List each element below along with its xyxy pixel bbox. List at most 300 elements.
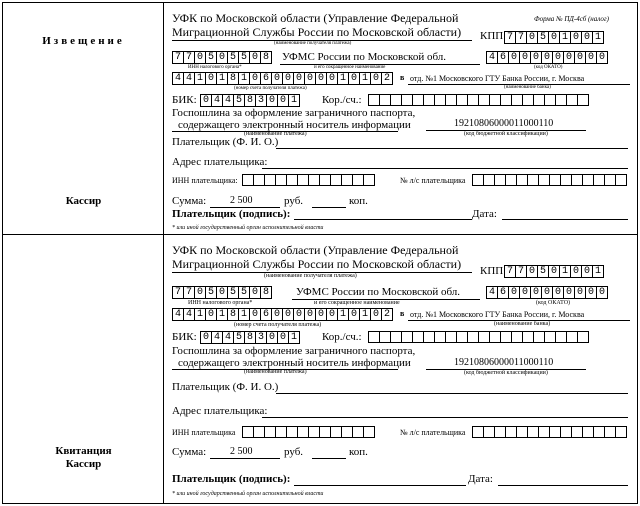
inn-cells[interactable]	[172, 51, 272, 64]
okato-cells[interactable]	[486, 286, 608, 299]
recipient-line-1: УФК по Московской области (Управление Федеральной	[172, 11, 459, 25]
digit-cell[interactable]: 0	[272, 308, 283, 321]
digit-cell[interactable]: 6	[498, 51, 509, 64]
digit-cell[interactable]: 0	[509, 51, 520, 64]
digit-cell[interactable]: 5	[206, 51, 217, 64]
digit-cell[interactable]: 6	[261, 72, 272, 85]
digit-cell[interactable]: 1	[195, 72, 206, 85]
digit-cell[interactable]: 0	[564, 286, 575, 299]
digit-cell[interactable]: 0	[250, 308, 261, 321]
empty-cell[interactable]	[320, 426, 331, 438]
recipient-line-2: Миграционной Службы России по Московской области)	[172, 25, 462, 39]
digit-cell[interactable]: 0	[305, 72, 316, 85]
empty-cell[interactable]	[369, 331, 380, 343]
digit-cell[interactable]: 0	[509, 286, 520, 299]
empty-cell[interactable]	[594, 174, 605, 186]
empty-cell[interactable]	[353, 426, 364, 438]
digit-cell[interactable]: 5	[234, 94, 245, 107]
digit-cell[interactable]: 4	[212, 94, 223, 107]
empty-cell[interactable]	[479, 331, 490, 343]
digit-cell[interactable]: 8	[261, 51, 272, 64]
empty-cell[interactable]	[545, 94, 556, 106]
empty-cell[interactable]	[567, 94, 578, 106]
payer-fio-label: Плательщик (Ф. И. О.)	[172, 381, 279, 393]
digit-cell[interactable]: 6	[261, 308, 272, 321]
empty-cell[interactable]	[572, 426, 583, 438]
empty-cell[interactable]	[506, 426, 517, 438]
digit-cell[interactable]: 5	[239, 51, 250, 64]
payer-fio-line[interactable]	[276, 393, 628, 394]
empty-cell[interactable]	[578, 331, 589, 343]
empty-cell[interactable]	[457, 94, 468, 106]
empty-cell[interactable]	[309, 426, 320, 438]
digit-cell[interactable]: 0	[206, 72, 217, 85]
payer-ls-label: № л/с плательщика	[400, 428, 466, 437]
digit-cell[interactable]: 0	[531, 51, 542, 64]
empty-cell[interactable]	[380, 331, 391, 343]
digit-cell[interactable]: 1	[195, 308, 206, 321]
digit-cell[interactable]: 0	[531, 286, 542, 299]
receipt-left-column	[3, 235, 164, 503]
empty-cell[interactable]	[369, 94, 380, 106]
digit-cell[interactable]: 4	[184, 72, 195, 85]
digit-cell[interactable]: 1	[360, 72, 371, 85]
digit-cell[interactable]: 0	[201, 331, 212, 344]
digit-cell[interactable]: 0	[582, 31, 593, 44]
digit-cell[interactable]: 0	[294, 72, 305, 85]
empty-cell[interactable]	[484, 174, 495, 186]
empty-cell[interactable]	[473, 174, 484, 186]
form-number: Форма № ПД-4сб (налог)	[534, 15, 609, 23]
empty-cell[interactable]	[309, 174, 320, 186]
tax-office-caption: и его сокращенное наименование	[314, 300, 400, 306]
digit-cell[interactable]: 0	[305, 308, 316, 321]
sum-value: 2 500	[230, 446, 253, 457]
digit-cell[interactable]: 0	[272, 72, 283, 85]
digit-cell[interactable]: 0	[267, 331, 278, 344]
digit-cell[interactable]: 0	[250, 286, 261, 299]
digit-cell[interactable]: 0	[327, 72, 338, 85]
digit-cell[interactable]: 0	[250, 72, 261, 85]
kbk-caption: (код бюджетной классификации)	[464, 131, 548, 137]
empty-cell[interactable]	[243, 174, 254, 186]
digit-cell[interactable]: 0	[316, 72, 327, 85]
digit-cell[interactable]: 0	[371, 72, 382, 85]
digit-cell[interactable]: 0	[278, 331, 289, 344]
empty-cell[interactable]	[479, 94, 490, 106]
signature-line[interactable]	[294, 219, 472, 220]
empty-cell[interactable]	[402, 94, 413, 106]
bank-caption: (наименование банка)	[504, 85, 551, 90]
digit-cell[interactable]: 7	[516, 265, 527, 278]
digit-cell[interactable]: 3	[256, 94, 267, 107]
digit-cell[interactable]: 0	[278, 94, 289, 107]
rub-label: руб.	[284, 195, 304, 207]
digit-cell[interactable]: 0	[520, 51, 531, 64]
payer-address-line[interactable]	[262, 168, 628, 169]
korsch-label: Кор./сч.:	[322, 331, 362, 343]
empty-cell[interactable]	[331, 174, 342, 186]
digit-cell[interactable]: 1	[239, 308, 250, 321]
empty-cell[interactable]	[391, 94, 402, 106]
digit-cell[interactable]: 1	[360, 308, 371, 321]
digit-cell[interactable]: 5	[239, 286, 250, 299]
digit-cell[interactable]: 4	[223, 331, 234, 344]
digit-cell[interactable]: 0	[195, 286, 206, 299]
digit-cell[interactable]: 8	[228, 308, 239, 321]
recipient-caption: (наименование получателя платежа)	[274, 41, 352, 46]
digit-cell[interactable]: 1	[593, 31, 604, 44]
empty-cell[interactable]	[342, 426, 353, 438]
empty-cell[interactable]	[468, 94, 479, 106]
empty-cell[interactable]	[605, 174, 616, 186]
inn-caption: ИНН налогового органа*	[188, 300, 253, 306]
digit-cell[interactable]: 0	[597, 286, 608, 299]
empty-cell[interactable]	[567, 331, 578, 343]
purpose-line-2: содержащего электронный носитель информации	[178, 119, 411, 131]
digit-cell[interactable]: 0	[267, 94, 278, 107]
empty-cell[interactable]	[413, 331, 424, 343]
digit-cell[interactable]: 0	[553, 51, 564, 64]
bik-cells[interactable]	[200, 331, 300, 344]
korsch-label: Кор./сч.:	[322, 94, 362, 106]
digit-cell[interactable]: 0	[582, 265, 593, 278]
digit-cell[interactable]: 0	[371, 308, 382, 321]
purpose-caption: (наименование платежа)	[244, 131, 307, 137]
empty-cell[interactable]	[402, 331, 413, 343]
empty-cell[interactable]	[616, 426, 627, 438]
digit-cell[interactable]: 8	[228, 72, 239, 85]
digit-cell[interactable]: 0	[206, 308, 217, 321]
payer-ls-cells[interactable]	[472, 174, 627, 186]
empty-cell[interactable]	[287, 426, 298, 438]
empty-cell[interactable]	[523, 94, 534, 106]
digit-cell[interactable]: 0	[217, 286, 228, 299]
digit-cell[interactable]: 0	[542, 51, 553, 64]
kpp-cells[interactable]	[504, 31, 604, 44]
empty-cell[interactable]	[517, 174, 528, 186]
payer-ls-cells[interactable]	[472, 426, 627, 438]
digit-cell[interactable]: 0	[349, 72, 360, 85]
inn-cells[interactable]	[172, 286, 272, 299]
digit-cell[interactable]: 5	[228, 51, 239, 64]
empty-cell[interactable]	[243, 426, 254, 438]
digit-cell[interactable]: 0	[586, 286, 597, 299]
notice-section	[3, 3, 637, 235]
empty-cell[interactable]	[539, 174, 550, 186]
purpose-line-1: Госпошлина за оформление заграничного паспорта,	[172, 345, 416, 357]
digit-cell[interactable]: 0	[349, 308, 360, 321]
sum-underline[interactable]	[210, 458, 280, 459]
date-line[interactable]	[502, 219, 628, 220]
empty-cell[interactable]	[287, 174, 298, 186]
notice-left-column	[3, 3, 164, 234]
digit-cell[interactable]: 1	[593, 265, 604, 278]
sum-value: 2 500	[230, 195, 253, 206]
digit-cell[interactable]: 0	[597, 51, 608, 64]
empty-cell[interactable]	[556, 94, 567, 106]
okato-caption: (код ОКАТО)	[534, 65, 563, 70]
kbk-value: 19210806000011000110	[454, 118, 554, 129]
rub-label: руб.	[284, 446, 304, 458]
bank-name: отд. №1 Московского ГТУ Банка России, г. Москва	[410, 74, 585, 83]
digit-cell[interactable]: 4	[487, 51, 498, 64]
korsch-cells[interactable]	[368, 331, 589, 343]
payer-inn-cells[interactable]	[242, 174, 375, 186]
purpose-line-1: Госпошлина за оформление заграничного паспорта,	[172, 107, 416, 119]
empty-cell[interactable]	[616, 174, 627, 186]
digit-cell[interactable]: 4	[173, 72, 184, 85]
digit-cell[interactable]: 4	[223, 94, 234, 107]
notice-cashier-label: Кассир	[65, 195, 102, 207]
empty-cell[interactable]	[353, 174, 364, 186]
empty-cell[interactable]	[572, 174, 583, 186]
empty-cell[interactable]	[342, 174, 353, 186]
digit-cell[interactable]: 1	[560, 31, 571, 44]
empty-cell[interactable]	[298, 174, 309, 186]
empty-cell[interactable]	[424, 94, 435, 106]
kbk-value: 19210806000011000110	[454, 357, 554, 368]
kpp-label: КПП	[480, 30, 504, 42]
empty-cell[interactable]	[490, 331, 501, 343]
digit-cell[interactable]: 0	[327, 308, 338, 321]
recipient-line-2: Миграционной Службы России по Московской области)	[172, 257, 462, 271]
digit-cell[interactable]: 0	[553, 286, 564, 299]
digit-cell[interactable]: 0	[571, 31, 582, 44]
digit-cell[interactable]: 6	[498, 286, 509, 299]
digit-cell[interactable]: 0	[520, 286, 531, 299]
digit-cell[interactable]: 3	[256, 331, 267, 344]
empty-cell[interactable]	[501, 94, 512, 106]
kpp-cells[interactable]	[504, 265, 604, 278]
digit-cell[interactable]: 7	[505, 265, 516, 278]
kop-label: коп.	[349, 446, 368, 458]
digit-cell[interactable]: 4	[487, 286, 498, 299]
digit-cell[interactable]: 1	[338, 72, 349, 85]
empty-cell[interactable]	[457, 331, 468, 343]
empty-cell[interactable]	[583, 426, 594, 438]
digit-cell[interactable]: 1	[289, 94, 300, 107]
digit-cell[interactable]: 0	[542, 286, 553, 299]
empty-cell[interactable]	[528, 174, 539, 186]
empty-cell[interactable]	[517, 426, 528, 438]
sum-label: Сумма:	[172, 195, 207, 207]
digit-cell[interactable]: 5	[206, 286, 217, 299]
tax-office-caption: и его сокращенное наименование	[314, 65, 386, 70]
digit-cell[interactable]: 0	[250, 51, 261, 64]
kbk-caption: (код бюджетной классификации)	[464, 370, 548, 376]
digit-cell[interactable]: 0	[283, 308, 294, 321]
signature-line[interactable]	[294, 485, 466, 486]
signature-label: Плательщик (подпись):	[172, 473, 291, 485]
kpp-label: КПП	[480, 265, 504, 277]
empty-cell[interactable]	[534, 331, 545, 343]
digit-cell[interactable]: 7	[184, 51, 195, 64]
account-cells[interactable]	[172, 308, 393, 321]
empty-cell[interactable]	[435, 331, 446, 343]
empty-cell[interactable]	[512, 331, 523, 343]
tax-office-name: УФМС России по Московской обл.	[282, 51, 447, 63]
bik-label: БИК:	[172, 331, 197, 343]
empty-cell[interactable]	[523, 331, 534, 343]
empty-cell[interactable]	[446, 94, 457, 106]
empty-cell[interactable]	[484, 426, 495, 438]
payer-inn-label: ИНН плательщика	[172, 428, 236, 437]
empty-cell[interactable]	[578, 94, 589, 106]
digit-cell[interactable]: 7	[173, 286, 184, 299]
empty-cell[interactable]	[468, 331, 479, 343]
empty-cell[interactable]	[556, 331, 567, 343]
digit-cell[interactable]: 8	[245, 331, 256, 344]
empty-cell[interactable]	[561, 174, 572, 186]
footnote: * или иной государственный орган исполнительной власти	[172, 225, 324, 231]
notice-title: Извещение	[42, 35, 125, 47]
digit-cell[interactable]: 0	[527, 31, 538, 44]
receipt-right-column	[164, 235, 637, 503]
digit-cell[interactable]: 0	[549, 265, 560, 278]
empty-cell[interactable]	[539, 426, 550, 438]
digit-cell[interactable]: 0	[575, 286, 586, 299]
digit-cell[interactable]: 4	[184, 308, 195, 321]
purpose-caption: (наименование платежа)	[244, 369, 307, 375]
empty-cell[interactable]	[501, 331, 512, 343]
empty-cell[interactable]	[254, 426, 265, 438]
digit-cell[interactable]: 0	[549, 31, 560, 44]
digit-cell[interactable]: 0	[575, 51, 586, 64]
inn-caption: ИНН налогового органа*	[188, 65, 242, 70]
digit-cell[interactable]: 1	[217, 72, 228, 85]
empty-cell[interactable]	[320, 174, 331, 186]
empty-cell[interactable]	[413, 94, 424, 106]
account-caption: (номер счета получателя платежа)	[234, 322, 322, 328]
empty-cell[interactable]	[446, 331, 457, 343]
empty-cell[interactable]	[495, 174, 506, 186]
empty-cell[interactable]	[594, 426, 605, 438]
bank-name: отд. №1 Московского ГТУ Банка России, г. Москва	[410, 310, 585, 319]
digit-cell[interactable]: 0	[294, 308, 305, 321]
kop-underline[interactable]	[312, 458, 346, 459]
digit-cell[interactable]: 5	[228, 286, 239, 299]
empty-cell[interactable]	[331, 426, 342, 438]
empty-cell[interactable]	[561, 426, 572, 438]
digit-cell[interactable]: 1	[560, 265, 571, 278]
empty-cell[interactable]	[424, 331, 435, 343]
digit-cell[interactable]: 0	[283, 72, 294, 85]
empty-cell[interactable]	[265, 174, 276, 186]
digit-cell[interactable]: 7	[516, 31, 527, 44]
receipt-title-line-1: Квитанция	[55, 445, 112, 457]
recipient-line-1: УФК по Московской области (Управление Федеральной	[172, 243, 459, 257]
empty-cell[interactable]	[364, 174, 375, 186]
payer-inn-cells[interactable]	[242, 426, 375, 438]
recipient-caption: (наименование получателя платежа)	[264, 273, 357, 279]
empty-cell[interactable]	[276, 174, 287, 186]
bank-caption: (наименование банка)	[494, 321, 551, 327]
bank-prefix: в	[400, 73, 405, 82]
receipt-section	[3, 235, 637, 503]
digit-cell[interactable]: 2	[382, 72, 393, 85]
empty-cell[interactable]	[276, 426, 287, 438]
digit-cell[interactable]: 7	[505, 31, 516, 44]
digit-cell[interactable]: 0	[217, 51, 228, 64]
payer-fio-line[interactable]	[276, 148, 628, 149]
digit-cell[interactable]: 0	[586, 51, 597, 64]
empty-cell[interactable]	[528, 426, 539, 438]
digit-cell[interactable]: 1	[289, 331, 300, 344]
empty-cell[interactable]	[254, 174, 265, 186]
empty-cell[interactable]	[495, 426, 506, 438]
payer-address-line[interactable]	[262, 417, 628, 418]
digit-cell[interactable]: 7	[173, 51, 184, 64]
digit-cell[interactable]: 1	[239, 72, 250, 85]
empty-cell[interactable]	[473, 426, 484, 438]
digit-cell[interactable]: 8	[261, 286, 272, 299]
empty-cell[interactable]	[545, 331, 556, 343]
digit-cell[interactable]: 0	[564, 51, 575, 64]
digit-cell[interactable]: 0	[527, 265, 538, 278]
empty-cell[interactable]	[583, 174, 594, 186]
notice-right-column	[164, 3, 637, 234]
receipt-cashier-label: Кассир	[65, 458, 102, 470]
digit-cell[interactable]: 0	[316, 308, 327, 321]
empty-cell[interactable]	[506, 174, 517, 186]
payer-address-label: Адрес плательщика:	[172, 405, 268, 417]
date-label: Дата:	[468, 473, 493, 485]
digit-cell[interactable]: 0	[571, 265, 582, 278]
digit-cell[interactable]: 5	[538, 265, 549, 278]
digit-cell[interactable]: 1	[217, 308, 228, 321]
digit-cell[interactable]: 0	[201, 94, 212, 107]
digit-cell[interactable]: 5	[234, 331, 245, 344]
purpose-line-2: содержащего электронный носитель информации	[178, 357, 411, 369]
signature-label: Плательщик (подпись):	[172, 208, 291, 220]
receipt-title	[3, 445, 164, 471]
empty-cell[interactable]	[435, 94, 446, 106]
digit-cell[interactable]: 0	[195, 51, 206, 64]
digit-cell[interactable]: 8	[245, 94, 256, 107]
empty-cell[interactable]	[364, 426, 375, 438]
empty-cell[interactable]	[534, 94, 545, 106]
empty-cell[interactable]	[550, 174, 561, 186]
digit-cell[interactable]: 5	[538, 31, 549, 44]
okato-cells[interactable]	[486, 51, 608, 64]
empty-cell[interactable]	[265, 426, 276, 438]
bik-cells[interactable]	[200, 94, 300, 107]
empty-cell[interactable]	[605, 426, 616, 438]
digit-cell[interactable]: 1	[338, 308, 349, 321]
kop-underline[interactable]	[312, 207, 346, 208]
account-cells[interactable]	[172, 72, 393, 85]
date-line[interactable]	[498, 485, 628, 486]
empty-cell[interactable]	[512, 94, 523, 106]
footnote: * или иной государственный орган исполнительной власти	[172, 491, 324, 497]
digit-cell[interactable]: 7	[184, 286, 195, 299]
digit-cell[interactable]: 4	[212, 331, 223, 344]
payment-form	[2, 2, 638, 504]
digit-cell[interactable]: 4	[173, 308, 184, 321]
empty-cell[interactable]	[550, 426, 561, 438]
korsch-cells[interactable]	[368, 94, 589, 106]
digit-cell[interactable]: 2	[382, 308, 393, 321]
empty-cell[interactable]	[380, 94, 391, 106]
sum-label: Сумма:	[172, 446, 207, 458]
empty-cell[interactable]	[490, 94, 501, 106]
payer-ls-label: № л/с плательщика	[400, 176, 466, 185]
date-label: Дата:	[472, 208, 497, 220]
empty-cell[interactable]	[391, 331, 402, 343]
empty-cell[interactable]	[298, 426, 309, 438]
account-caption: (номер счета получателя платежа)	[234, 86, 307, 91]
